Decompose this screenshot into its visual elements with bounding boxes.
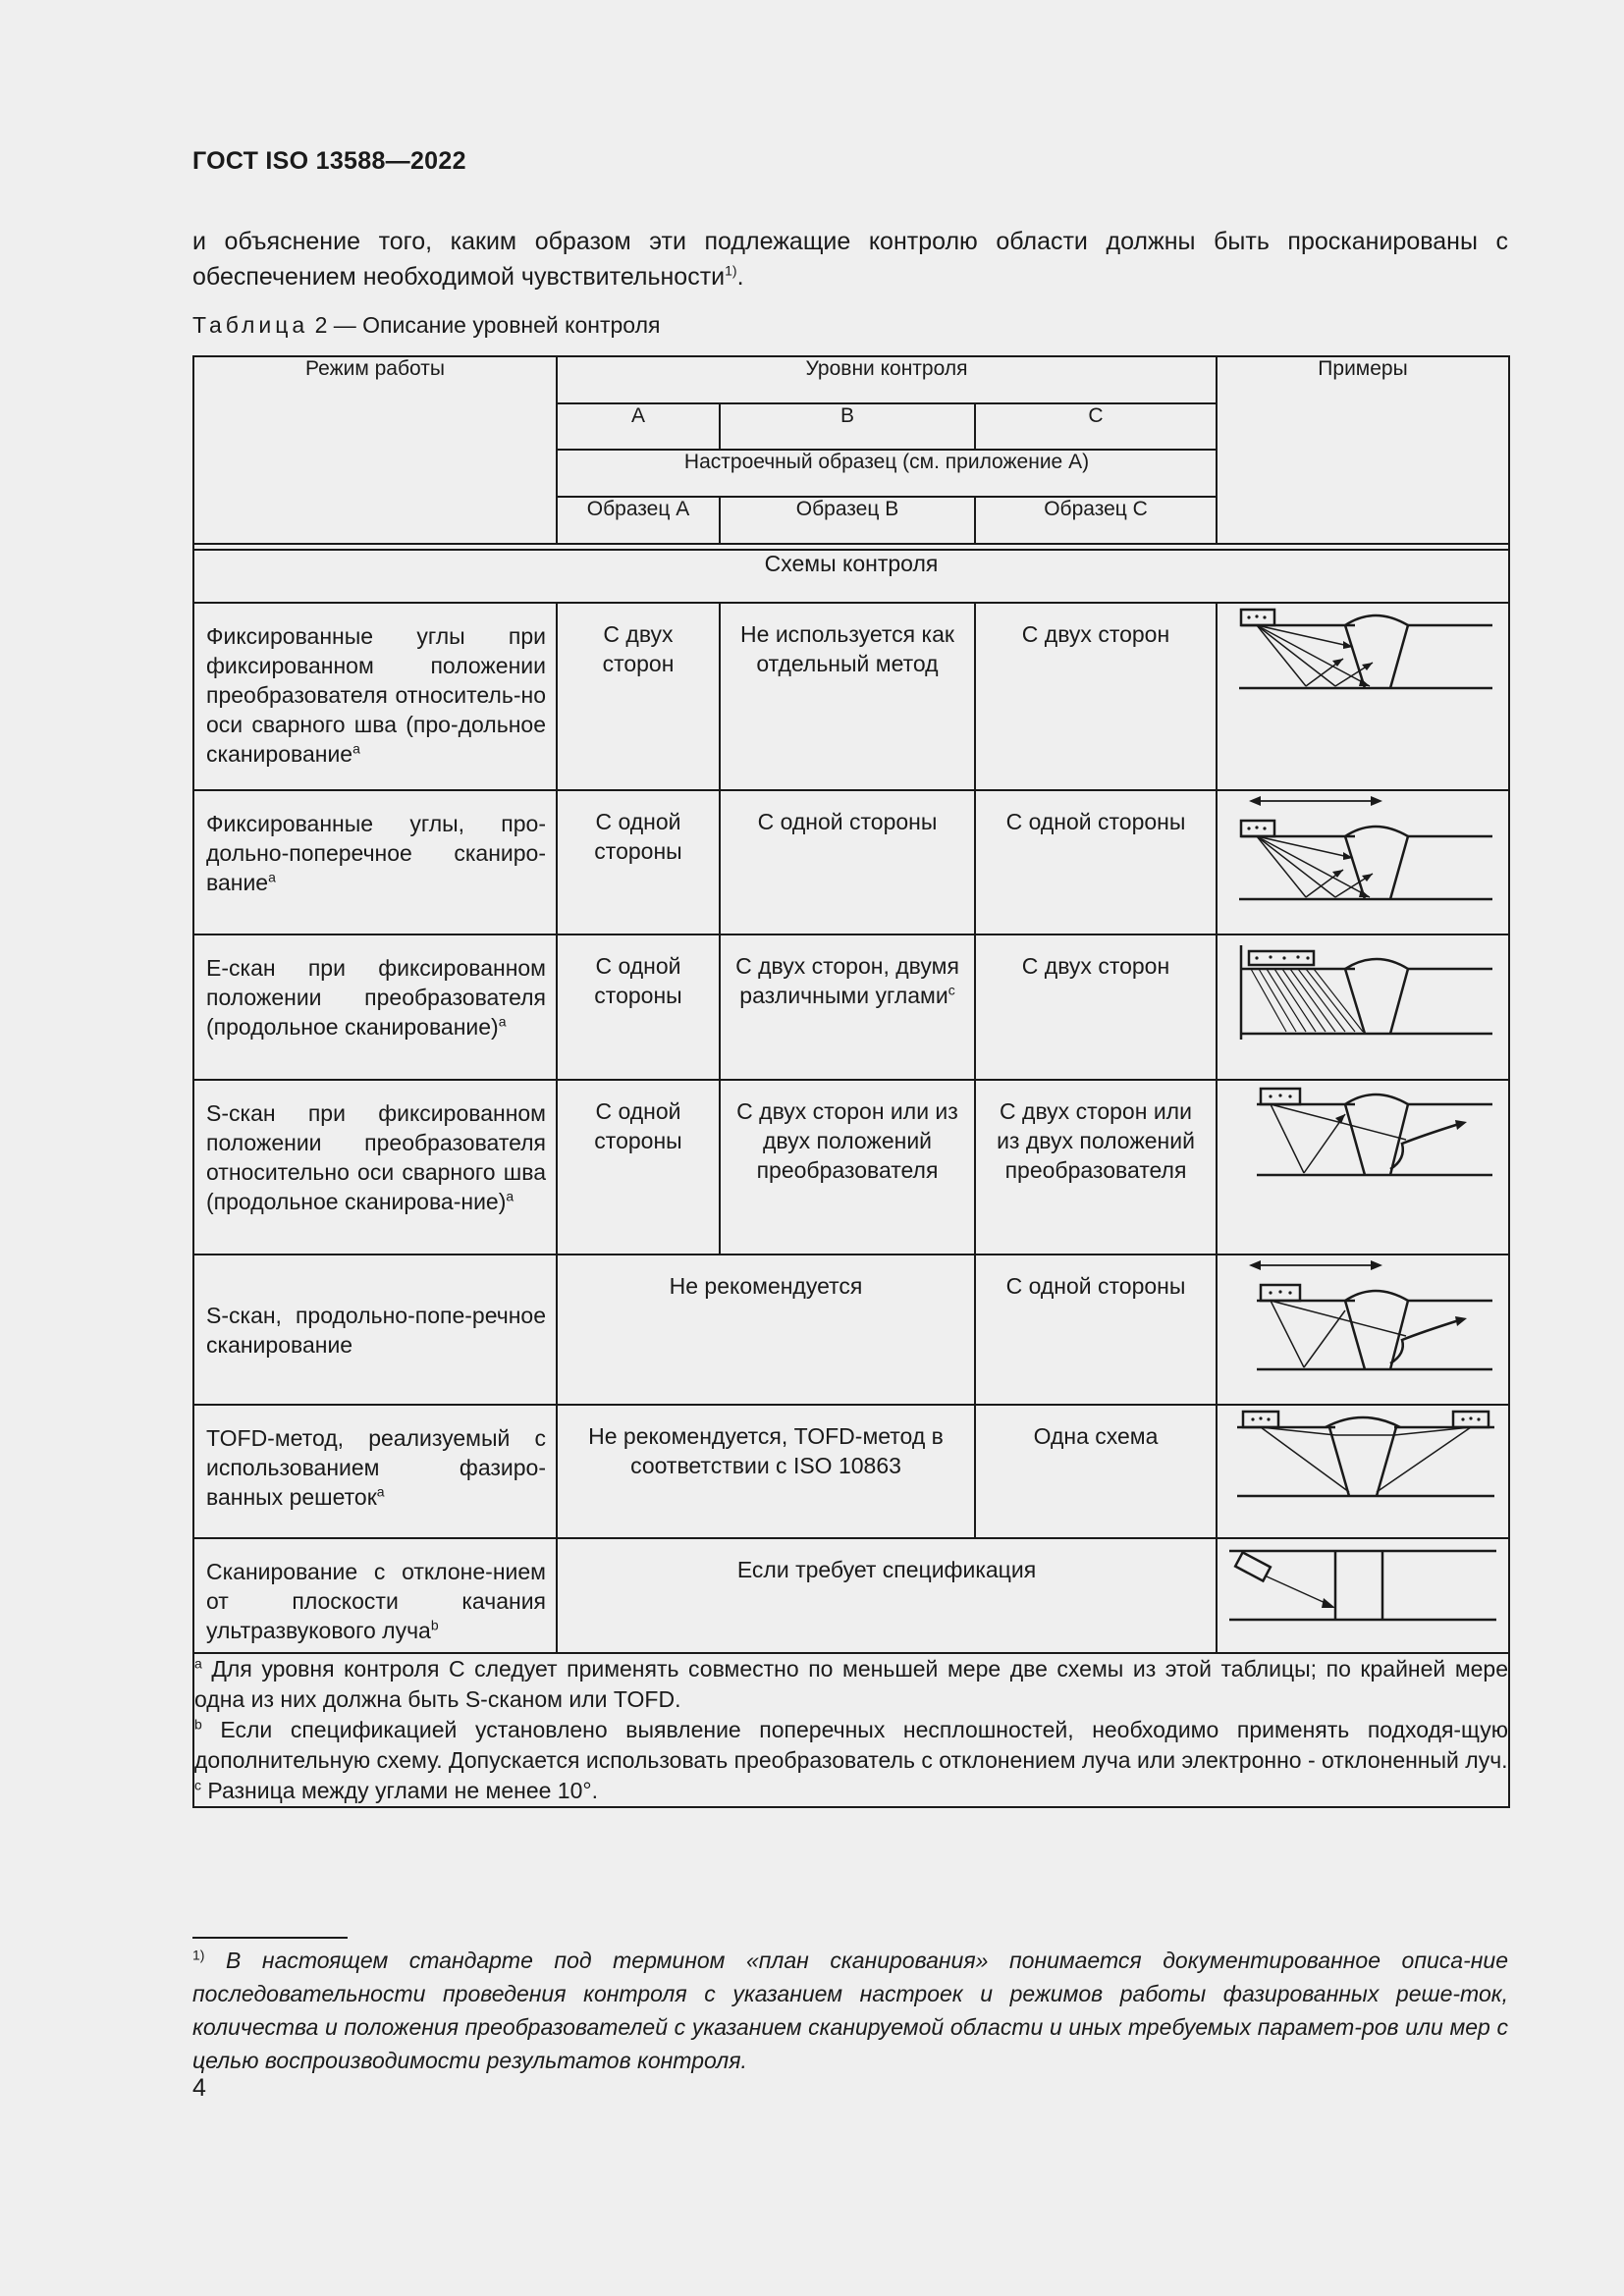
level-a-cell: С одной стороны [594,809,682,864]
caption-prefix: Таблица [192,312,309,338]
level-ab-cell: Не рекомендуется, TOFD-метод в соответствии с ISO 10863 [588,1423,944,1478]
level-b-cell: С двух сторон или из двух положений преобразователя [736,1098,958,1183]
weld-scan-diagram-e-scan [1227,935,1498,1053]
level-c-cell: Одна схема [1033,1423,1159,1449]
table-row [193,1255,1509,1405]
weld-scan-diagram-tofd [1227,1406,1498,1514]
header-level-a: A [557,403,720,450]
table-notes [193,1653,1509,1807]
table-note: $^a$ Для уровня контроля С следует применять совместно по меньшей мере две схемы из этой таблицы; по крайней мере одна из них должна быть S-сканом или TOFD. [194,1655,1508,1712]
mode-cell: S-скан при фиксированном положении преобразователя относительно оси сварного шва (продольное сканирова-ние)$^a$ [206,1100,546,1214]
mode-cell: TOFD-метод, реализуемый с использованием фазиро-ванных решеток$^a$ [206,1425,546,1510]
table-note: $^b$ Если спецификацией установлено выявление поперечных несплошностей, необходимо применять подходя-щую дополнительную схему. Допускается использовать преобразователь с отклонением луча или электронно - отклоненный луч. [194,1716,1508,1773]
example-diagram-cell [1217,790,1509,934]
table-row [193,1405,1509,1538]
example-diagram-cell [1217,1080,1509,1255]
level-c-cell: С двух сторон [1021,953,1170,979]
weld-scan-diagram-raster [1227,791,1498,915]
inspection-levels-table [192,355,1510,1808]
intro-tail: . [736,263,744,291]
example-diagram-cell [1217,1405,1509,1538]
footnote-text: В настоящем стандарте под термином «план сканирования» понимается документированное описа-ние последовательности проведения контроля с указанием настроек и режимов работы фазированных реше-ток, количества и положения преобразователей с указанием сканируемой области и иных требуемых парамет-ров или мер с целью воспроизводимости результатов контроля. [192,1948,1508,2073]
level-c-cell: С двух сторон или из двух положений преобразователя [997,1098,1195,1183]
mode-cell: Е-скан при фиксированном положении преобразователя (продольное сканирование)$^a$ [206,955,546,1040]
document-header: ГОСТ ISO 13588—2022 [192,147,466,175]
example-diagram-cell [1217,934,1509,1080]
intro-text: и объяснение того, каким образом эти подлежащие контролю области должны быть просканированы с обеспечением необходимой чувствительности [192,228,1508,291]
page-number: 4 [192,2074,206,2102]
mode-cell: Фиксированные углы, про-дольно-поперечное сканиро-вание$^a$ [206,811,546,895]
header-examples: Примеры [1217,356,1509,544]
footnote-rule [192,1937,348,1939]
level-a-cell: С двух сторон [602,621,675,676]
header-level-b: B [720,403,975,450]
level-b-cell: С двух сторон, двумя различными углами$^c$ [735,953,959,1008]
example-diagram-cell [1217,1255,1509,1405]
level-abc-cell: Если требует спецификация [736,1557,1037,1582]
weld-scan-diagram-skewed-beam [1225,1539,1500,1628]
level-c-cell: С одной стороны [1005,809,1186,834]
header-sample-a: Образец А [557,497,720,544]
level-b-cell: Не используется как отдельный метод [740,621,954,676]
level-c-cell: С двух сторон [1021,621,1170,647]
header-reference-block: Настроечный образец (см. приложение А) [557,450,1217,497]
header-level-c: C [975,403,1217,450]
table-row [193,1080,1509,1255]
header-mode: Режим работы [193,356,557,544]
level-ab-cell: Не рекомендуется [669,1273,863,1299]
header-sample-b: Образец В [720,497,975,544]
weld-scan-diagram-s-scan [1227,1081,1498,1189]
mode-cell: Сканирование с отклоне-нием от плоскости качания ультразвукового луча$^b$ [206,1559,546,1643]
table-row [193,1538,1509,1653]
weld-scan-diagram-fixed-angles [1227,604,1498,712]
level-b-cell: С одной стороны [757,809,938,834]
header-sample-c: Образец С [975,497,1217,544]
intro-footnote-ref: 1) [725,262,737,279]
caption-text: 2 — Описание уровней контроля [308,312,661,338]
table-caption [192,312,660,339]
level-a-cell: С одной стороны [594,953,682,1008]
table-row [193,934,1509,1080]
mode-cell: Фиксированные углы при фиксированном положении преобразователя относитель-но оси сварного шва (про-дольное сканирование$^a$ [206,623,546,767]
table-note: $^c$ Разница между углами не менее 10°. [194,1777,598,1803]
section-title: Схемы контроля [193,550,1509,603]
table-notes-row [193,1653,1509,1807]
example-diagram-cell [1217,1538,1509,1653]
level-a-cell: С одной стороны [594,1098,682,1153]
example-diagram-cell [1217,603,1509,790]
footnote-mark: 1) [192,1947,205,1963]
table-row [193,790,1509,934]
weld-scan-diagram-s-scan-raster [1227,1255,1498,1383]
footnote [192,1944,1508,2077]
table-row [193,603,1509,790]
intro-paragraph [192,224,1508,294]
level-c-cell: С одной стороны [1005,1273,1186,1299]
mode-cell: S-скан, продольно-попе-речное сканирование [206,1303,546,1358]
header-levels: Уровни контроля [557,356,1217,403]
